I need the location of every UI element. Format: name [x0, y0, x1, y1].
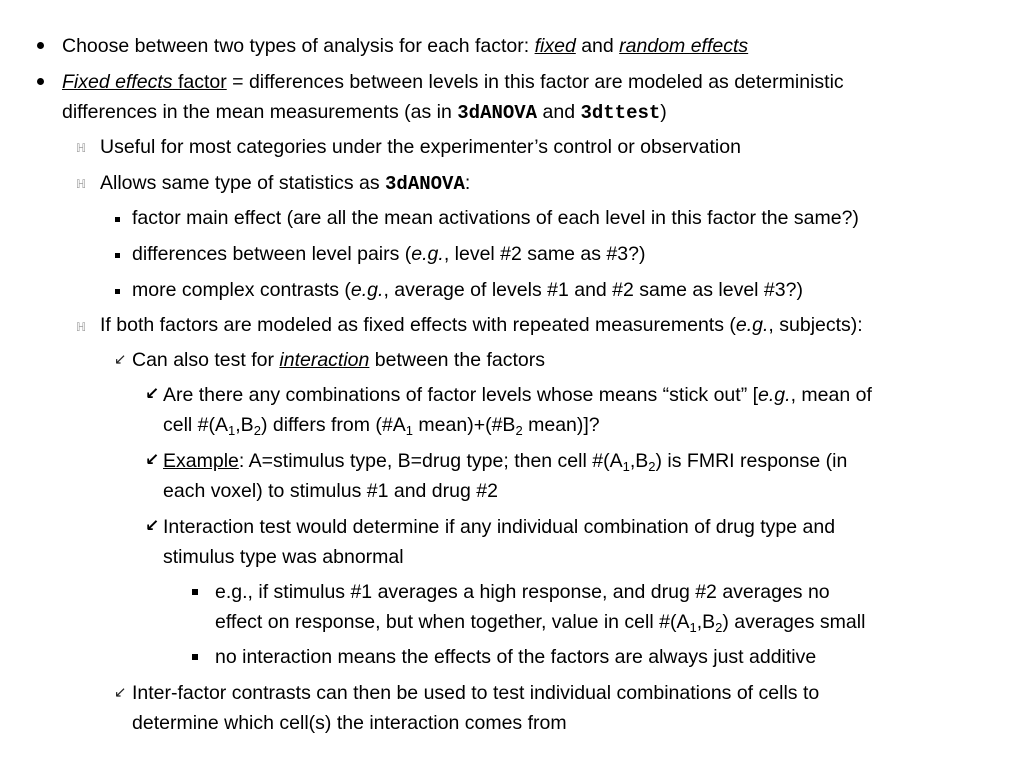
small-square-bullet-icon: [115, 289, 120, 294]
list-item-eg-stimulus-cont: [215, 607, 865, 638]
bullet-item-fixed-effects-cont: [62, 97, 667, 129]
text: differences in the mean measurements (as in: [62, 101, 458, 123]
text: Useful for most categories under the experimenter’s control or observation: [100, 136, 741, 158]
text: ): [660, 101, 667, 123]
hollow-h-bullet-icon: ℍ: [76, 141, 87, 155]
diagonal-arrow-bullet-icon: ↙: [114, 350, 127, 368]
sub-item-useful: [100, 132, 741, 163]
program-name: 3dANOVA: [457, 102, 538, 124]
text: ) differs from (#A: [260, 414, 406, 436]
term-fixed: fixed: [534, 35, 576, 57]
bold-diagonal-arrow-bullet-icon: ↙: [145, 384, 160, 404]
text: Allows same type of statistics as: [100, 172, 386, 194]
sub-item-allows: [100, 168, 470, 200]
text: Can also test for: [132, 349, 280, 371]
term-interaction: interaction: [279, 349, 370, 371]
text: e.g.: [350, 279, 384, 301]
list-item-inter-factor: [132, 678, 819, 709]
round-bullet-icon: [37, 42, 44, 49]
bullet-item-analysis-types: [62, 31, 748, 62]
subscript: 1: [689, 620, 697, 635]
square-bullet-icon: [192, 589, 198, 595]
text: differences between level pairs (: [132, 243, 412, 265]
text: e.g., if stimulus #1 averages a high response, and drug #2 averages no: [215, 581, 830, 603]
text: ) averages small: [722, 611, 866, 633]
list-item-stick-out-cont: [163, 410, 600, 441]
small-square-bullet-icon: [115, 217, 120, 222]
text: , subjects):: [768, 314, 863, 336]
text: and: [537, 101, 581, 123]
hollow-h-bullet-icon: ℍ: [76, 177, 87, 191]
list-item-level-pairs: [132, 239, 645, 270]
text: , mean of: [790, 384, 872, 406]
square-bullet-icon: [192, 654, 198, 660]
list-item-interaction-test: [163, 512, 835, 543]
list-item-example-cont: [163, 476, 498, 507]
text: cell #(A: [163, 414, 229, 436]
text: If both factors are modeled as fixed effects with repeated measurements (: [100, 314, 736, 336]
subscript: 1: [228, 423, 236, 438]
text: ) is FMRI response (in: [655, 450, 848, 472]
text: e.g.: [735, 314, 769, 336]
list-item-interaction-test-cont: [163, 542, 404, 573]
text: no interaction means the effects of the factors are always just additive: [215, 646, 817, 668]
text: mean)]?: [522, 414, 600, 436]
text: determine which cell(s) the interaction comes from: [132, 712, 567, 734]
list-item-test-interaction: [132, 345, 545, 376]
bullet-item-fixed-effects: [62, 67, 844, 98]
subscript: 1: [405, 423, 414, 438]
text: ,B: [235, 414, 254, 436]
bold-diagonal-arrow-bullet-icon: ↙: [145, 516, 160, 536]
list-item-complex-contrasts: [132, 275, 803, 306]
text: Interaction test would determine if any individual combination of drug type and: [163, 516, 836, 538]
term-fixed-effects: Fixed effects: [62, 71, 173, 93]
subscript: 2: [515, 423, 523, 438]
text: :: [464, 172, 471, 194]
text: effect on response, but when together, value in cell #(A: [215, 611, 690, 633]
text: between the factors: [369, 349, 545, 371]
text: mean)+(#B: [413, 414, 516, 436]
text: each voxel) to stimulus #1 and drug #2: [163, 480, 498, 502]
text: = differences between levels in this factor are modeled as deterministic: [226, 71, 844, 93]
text: e.g.: [411, 243, 444, 265]
program-name: 3dttest: [580, 102, 661, 124]
text: factor main effect (are all the mean activations of each level in this factor the same?): [132, 207, 859, 229]
subscript: 2: [253, 423, 261, 438]
text: Choose between two types of analysis for each factor:: [62, 35, 535, 57]
list-item-stick-out: [163, 380, 872, 411]
list-item-no-interaction: [215, 642, 816, 673]
text: Are there any combinations of factor levels whose means “stick out” [: [163, 384, 759, 406]
term-random-effects: random effects: [619, 35, 749, 57]
diagonal-arrow-bullet-icon: ↙: [114, 683, 127, 701]
sub-item-both-fixed: [100, 310, 863, 341]
term-factor: factor: [172, 71, 227, 93]
text: , average of levels #1 and #2 same as level #3?): [383, 279, 803, 301]
text: ,B: [629, 450, 649, 472]
subscript: 2: [648, 459, 656, 474]
text: and: [575, 35, 620, 57]
round-bullet-icon: [37, 78, 44, 85]
term-example: Example: [163, 450, 239, 472]
list-item-main-effect: [132, 203, 859, 234]
text: : A=stimulus type, B=drug type; then cell #(A: [238, 450, 623, 472]
bold-diagonal-arrow-bullet-icon: ↙: [145, 450, 160, 470]
text: ,B: [696, 611, 716, 633]
text: , level #2 same as #3?): [443, 243, 646, 265]
text: e.g.: [758, 384, 791, 406]
list-item-eg-stimulus: [215, 577, 830, 608]
list-item-inter-factor-cont: [132, 708, 567, 739]
text: more complex contrasts (: [132, 279, 351, 301]
subscript: 1: [622, 459, 630, 474]
hollow-h-bullet-icon: ℍ: [76, 320, 87, 334]
list-item-example: [163, 446, 847, 477]
small-square-bullet-icon: [115, 253, 120, 258]
text: stimulus type was abnormal: [163, 546, 404, 568]
subscript: 2: [715, 620, 723, 635]
program-name: 3dANOVA: [385, 173, 465, 195]
text: Inter-factor contrasts can then be used to test individual combinations of cells to: [132, 682, 820, 704]
